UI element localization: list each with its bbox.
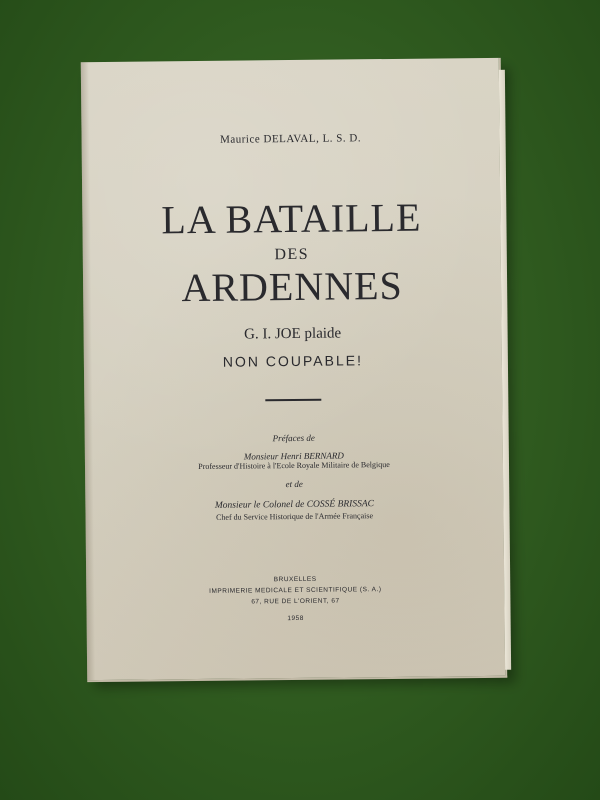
title-line-3: ARDENNES	[181, 262, 404, 311]
prefaces-label: Préfaces de	[272, 432, 315, 444]
subtitle-line-1: G. I. JOE plaide	[244, 325, 342, 343]
publication-year: 1958	[287, 614, 304, 623]
publisher-name: IMPRIMERIE MEDICALE ET SCIENTIFIQUE (S. A.)	[209, 586, 382, 595]
preface-2-name: Monsieur le Colonel de COSSÉ BRISSAC	[214, 499, 375, 511]
preface-1-title: Professeur d'Histoire à l'Ecole Royale Militaire de Belgique	[198, 460, 390, 472]
publisher-address: 67, RUE DE L'ORIENT, 67	[251, 597, 340, 606]
preface-2-title: Chef du Service Historique de l'Armée Française	[216, 511, 374, 522]
divider-rule	[265, 399, 321, 402]
and-label: et de	[285, 478, 303, 490]
subtitle-line-2: NON COUPABLE!	[222, 352, 364, 370]
author: Maurice DELAVAL, L. S. D.	[220, 132, 362, 146]
preface-1-name: Monsieur Henri BERNARD	[243, 450, 344, 462]
book-cover	[81, 58, 507, 682]
title-line-2: DES	[274, 245, 310, 264]
publisher-city: BRUXELLES	[273, 575, 317, 584]
title-line-1: LA BATAILLE	[161, 194, 422, 243]
